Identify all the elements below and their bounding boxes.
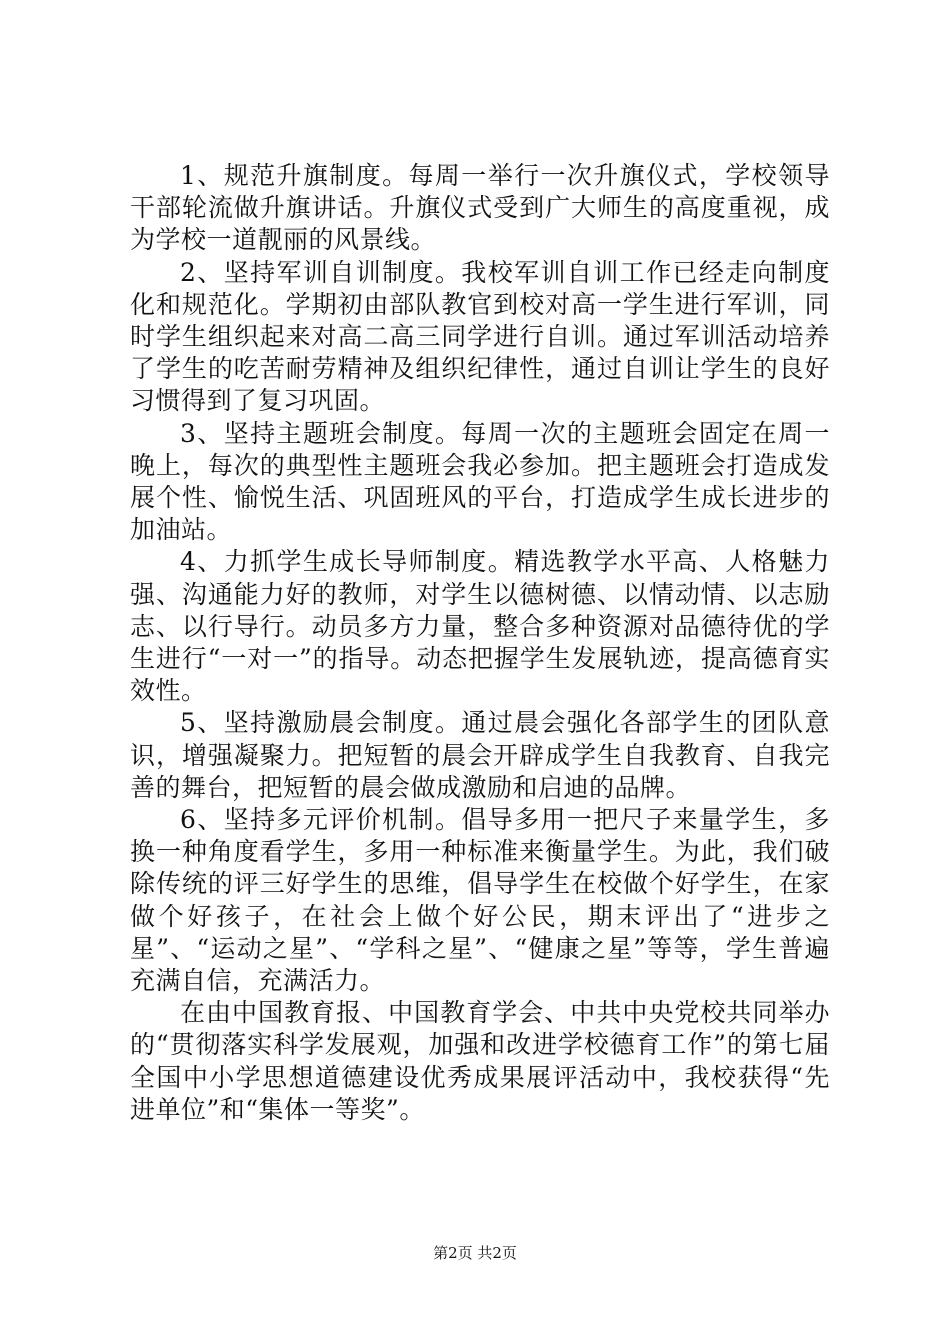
paragraph-award: 在由中国教育报、中国教育学会、中共中央党校共同举办的“贯彻落实科学发展观，加强和改进学校德育工作”的第七届全国中小学思想道德建设优秀成果展评活动中，我校获得“先进单位”和“集体一等奖”。 [130, 998, 830, 1124]
document-body [130, 160, 830, 1126]
paragraph-evaluation: 6、坚持多元评价机制。倡导多用一把尺子来量学生，多换一种角度看学生，多用一种标准来衡量学生。为此，我们破除传统的评三好学生的思维，倡导学生在校做个好学生，在家做个好孩子，在社会上做个好公民，期末评出了“进步之星”、“运动之星”、“学科之星”、“健康之星”等等，学生普遍充满自信，充满活力。 [130, 805, 830, 996]
paragraph-military-training: 2、坚持军训自训制度。我校军训自训工作已经走向制度化和规范化。学期初由部队教官到校对高一学生进行军训，同时学生组织起来对高二高三同学进行自训。通过军训活动培养了学生的吃苦耐劳精神及组织纪律性，通过自训让学生的良好习惯得到了复习巩固。 [130, 257, 830, 416]
paragraph-morning-meeting: 5、坚持激励晨会制度。通过晨会强化各部学生的团队意识，增强凝聚力。把短暂的晨会开辟成学生自我教育、自我完善的舞台，把短暂的晨会做成激励和启迪的品牌。 [130, 708, 830, 802]
paragraph-mentor-system: 4、力抓学生成长导师制度。精选教学水平高、人格魅力强、沟通能力好的教师，对学生以德树德、以情动情、以志励志、以行导行。动员多方力量，整合多种资源对品德待优的学生进行“一对一”的指导。动态把握学生发展轨迹，提高德育实效性。 [130, 547, 830, 706]
paragraph-class-meeting: 3、坚持主题班会制度。每周一次的主题班会固定在周一晚上，每次的典型性主题班会我必参加。把主题班会打造成发展个性、愉悦生活、巩固班风的平台，打造成学生成长进步的加油站。 [130, 418, 830, 545]
paragraph-flag-raising: 1、规范升旗制度。每周一举行一次升旗仪式，学校领导干部轮流做升旗讲话。升旗仪式受到广大师生的高度重视，成为学校一道靓丽的风景线。 [130, 161, 830, 255]
page-number: 第2页 共2页 [433, 1244, 517, 1262]
